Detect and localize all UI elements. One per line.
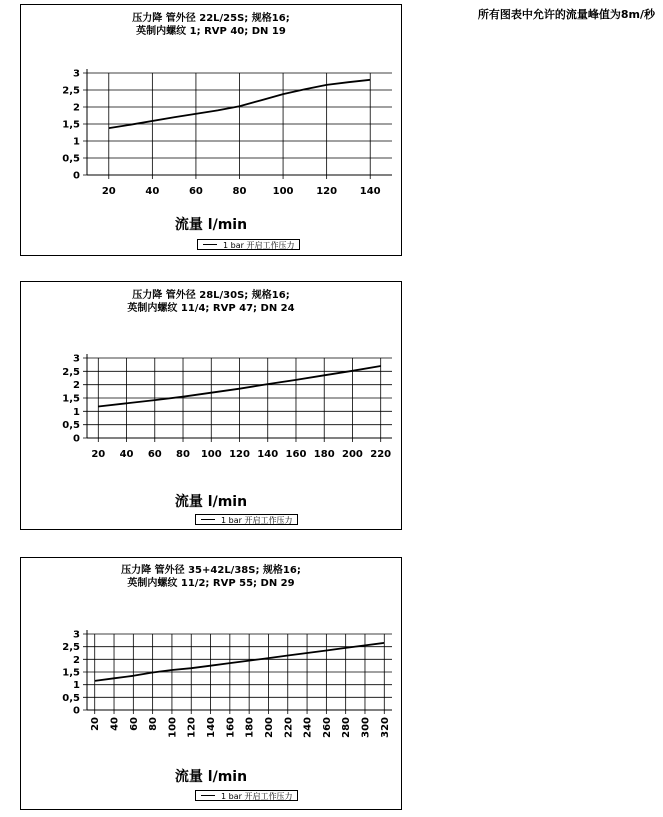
x-tick-label: 280	[341, 717, 353, 738]
x-tick-label: 20	[101, 186, 116, 197]
series-line	[95, 643, 385, 681]
legend	[195, 790, 298, 801]
chart-title-line-2: 英制内螺纹 1; RVP 40; DN 19	[136, 26, 286, 37]
chart-panel	[20, 4, 402, 256]
x-tick-label: 120	[316, 186, 338, 197]
y-tick-label: 2	[73, 102, 80, 114]
y-tick-label: 0	[73, 170, 80, 182]
x-axis-label: 流量 l/min	[174, 494, 248, 510]
y-tick-label: 0,5	[62, 153, 80, 165]
y-tick-label: 1,5	[62, 119, 80, 131]
legend-swatch	[201, 795, 215, 796]
chart-panel	[20, 281, 402, 530]
legend	[197, 239, 300, 250]
x-tick-label: 200	[263, 717, 275, 738]
y-tick-label: 0,5	[62, 692, 80, 704]
chart-title-line-1: 压力降 管外径 35+42L/38S; 规格16;	[121, 565, 301, 576]
x-tick-label: 160	[225, 717, 237, 738]
x-tick-label: 180	[244, 717, 256, 738]
x-tick-label: 160	[285, 449, 307, 460]
y-tick-label: 2	[73, 654, 80, 666]
x-tick-label: 40	[109, 717, 121, 731]
x-tick-label: 220	[370, 449, 392, 460]
y-tick-label: 2,5	[62, 366, 80, 378]
x-tick-label: 220	[283, 717, 295, 738]
chart-title-line-2: 英制内螺纹 11/2; RVP 55; DN 29	[127, 578, 295, 589]
legend-swatch	[203, 244, 217, 245]
y-tick-label: 2,5	[62, 85, 80, 97]
x-axis-label: 流量 l/min	[174, 217, 248, 233]
y-tick-label: 1,5	[62, 667, 80, 679]
y-tick-label: 2	[73, 380, 80, 392]
x-tick-label: 320	[379, 717, 391, 738]
x-tick-label: 60	[128, 717, 140, 731]
x-tick-label: 20	[91, 449, 106, 460]
x-tick-label: 140	[206, 717, 218, 738]
y-tick-label: 0,5	[62, 420, 80, 432]
y-tick-label: 0	[73, 433, 80, 445]
chart-title-line-2: 英制内螺纹 11/4; RVP 47; DN 24	[127, 303, 295, 314]
x-tick-label: 300	[360, 717, 372, 738]
x-tick-label: 120	[229, 449, 250, 460]
chart-title-line-1: 压力降 管外径 22L/25S; 规格16;	[132, 13, 290, 24]
y-tick-label: 1	[73, 406, 80, 418]
x-tick-label: 100	[272, 186, 294, 197]
legend-label: 1 bar 开启工作压力	[223, 241, 295, 250]
legend-label: 1 bar 开启工作压力	[221, 516, 293, 525]
x-tick-label: 100	[167, 717, 179, 738]
y-tick-label: 3	[73, 629, 80, 641]
y-tick-label: 3	[73, 68, 80, 80]
page-note: 所有图表中允许的流量峰值为8m/秒	[477, 8, 655, 21]
y-tick-label: 1	[73, 680, 80, 692]
x-tick-label: 100	[200, 449, 222, 460]
x-tick-label: 60	[147, 449, 162, 460]
y-tick-label: 1	[73, 136, 80, 148]
legend	[195, 514, 298, 525]
x-tick-label: 80	[232, 186, 247, 197]
x-tick-label: 40	[145, 186, 160, 197]
x-tick-label: 240	[302, 717, 314, 738]
chart-panel	[20, 557, 402, 810]
x-tick-label: 180	[313, 449, 335, 460]
x-tick-label: 140	[359, 186, 381, 197]
x-tick-label: 200	[342, 449, 363, 460]
x-tick-label: 80	[176, 449, 190, 460]
x-tick-label: 80	[148, 717, 160, 731]
x-axis-label: 流量 l/min	[174, 769, 248, 785]
x-tick-label: 120	[186, 717, 198, 738]
x-tick-label: 140	[257, 449, 279, 460]
legend-swatch	[201, 519, 215, 520]
x-tick-label: 60	[188, 186, 203, 197]
y-tick-label: 0	[73, 705, 80, 717]
legend-label: 1 bar 开启工作压力	[221, 792, 293, 801]
x-tick-label: 20	[90, 717, 102, 731]
x-tick-label: 260	[321, 717, 333, 738]
y-tick-label: 3	[73, 353, 80, 365]
y-tick-label: 1,5	[62, 393, 80, 405]
chart-title-line-1: 压力降 管外径 28L/30S; 规格16;	[132, 290, 290, 301]
y-tick-label: 2,5	[62, 642, 80, 654]
x-tick-label: 40	[119, 449, 134, 460]
